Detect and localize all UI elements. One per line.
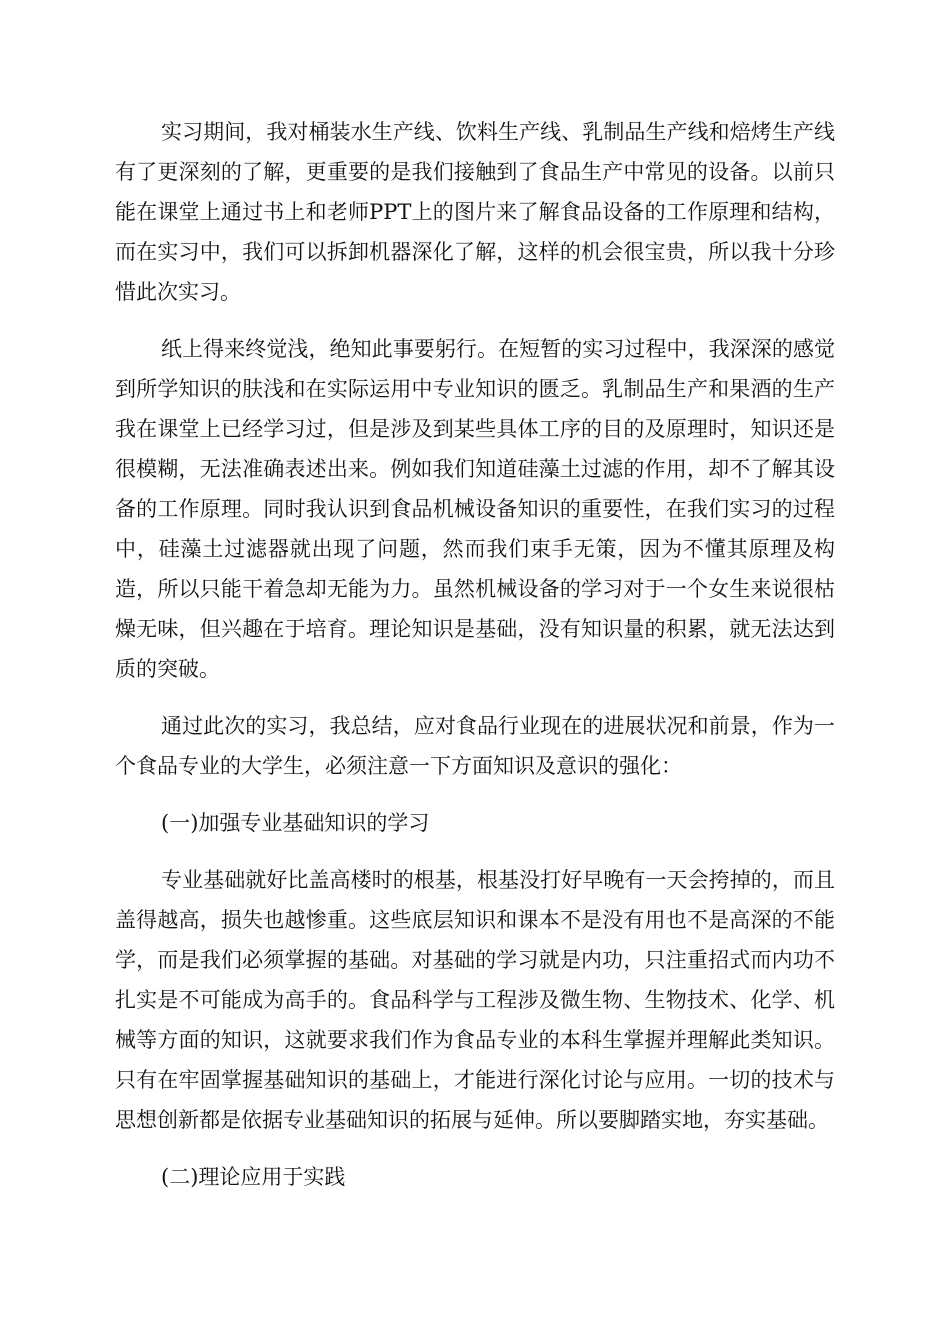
section-heading-basics: (一)加强专业基础知识的学习 — [161, 811, 430, 835]
section-heading-application: (二)理论应用于实践 — [161, 1165, 346, 1189]
paragraph-theory-and-practice: 纸上得来终觉浅，绝知此事要躬行。在短暂的实习过程中，我深深的感觉到所学知识的肤浅和在实际运用中专业知识的匮乏。乳制品生产和果酒的生产我在课堂上已经学习过，但是涉及到某些具体工序的目的及原理时，知识还是很模糊，无法准确表述出来。例如我们知道硅藻土过滤的作用，却不了解其设备的工作原理。同时我认识到食品机械设备知识的重要性，在我们实习的过程中，硅藻土过滤器就出现了问题，然而我们束手无策，因为不懂其原理及构造，所以只能干着急却无能为力。虽然机械设备的学习对于一个女生来说很枯燥无味，但兴趣在于培育。理论知识是基础，没有知识量的积累，就无法达到质的突破。 — [115, 337, 835, 681]
paragraph-summary: 通过此次的实习，我总结，应对食品行业现在的进展状况和前景，作为一个食品专业的大学生，必须注意一下方面知识及意识的强化： — [115, 714, 835, 778]
document-body — [115, 112, 835, 1214]
paragraph-internship-experience: 实习期间，我对桶装水生产线、饮料生产线、乳制品生产线和焙烤生产线有了更深刻的了解，更重要的是我们接触到了食品生产中常见的设备。以前只能在课堂上通过书上和老师PPT上的图片来了解食品设备的工作原理和结构，而在实习中，我们可以拆卸机器深化了解，这样的机会很宝贵，所以我十分珍惜此次实习。 — [115, 120, 835, 304]
paragraph-professional-basics: 专业基础就好比盖高楼时的根基，根基没打好早晚有一天会挎掉的，而且盖得越高，损失也越惨重。这些底层知识和课本不是没有用也不是高深的不能学，而是我们必须掌握的基础。对基础的学习就是内功，只注重招式而内功不扎实是不可能成为高手的。食品科学与工程涉及微生物、生物技术、化学、机械等方面的知识，这就要求我们作为食品专业的本科生掌握并理解此类知识。只有在牢固掌握基础知识的基础上，才能进行深化讨论与应用。一切的技术与思想创新都是依据专业基础知识的拓展与延伸。所以要脚踏实地，夯实基础。 — [115, 868, 835, 1132]
